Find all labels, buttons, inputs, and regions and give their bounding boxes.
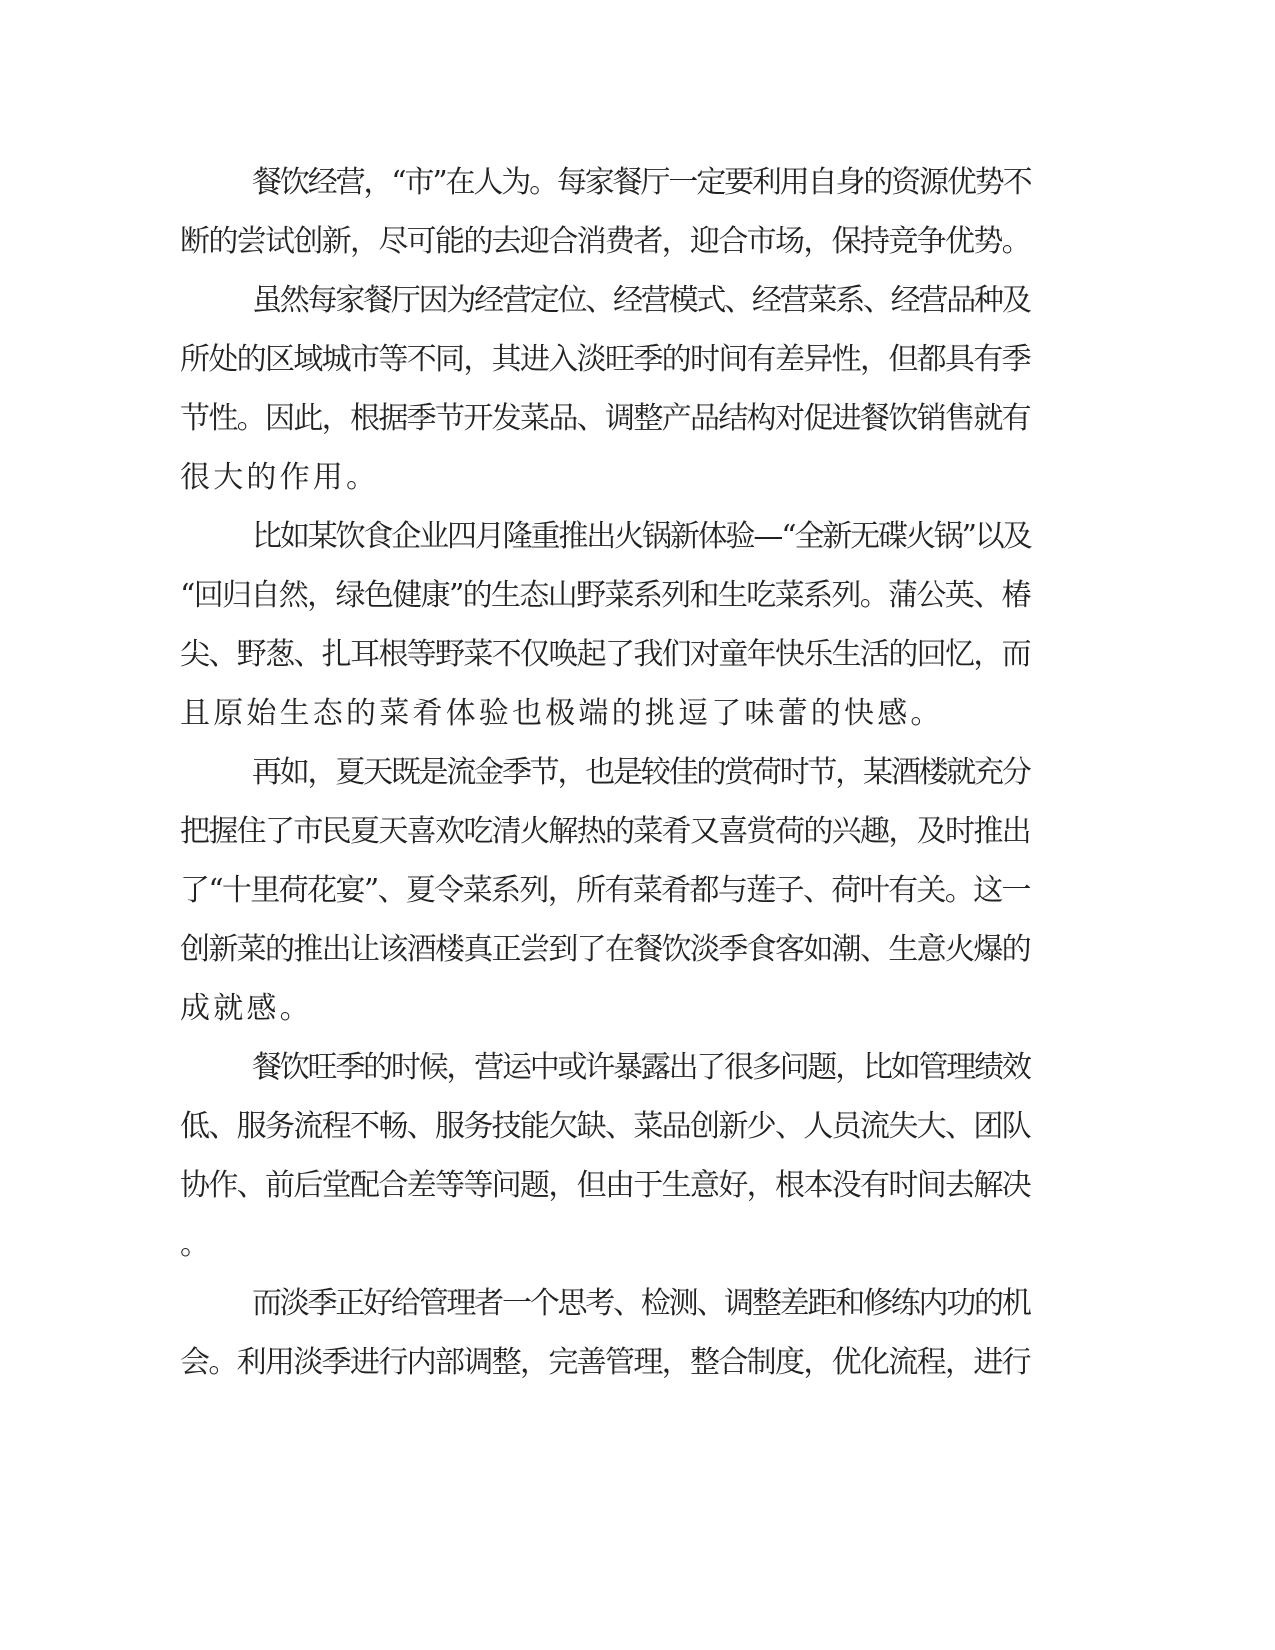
text-line: 且原始生态的菜肴体验也极端的挑逗了味蕾的快感。 (180, 696, 944, 731)
text-line: 协作、前后堂配合差等等问题，但由于生意好，根本没有时间去解决 (180, 1168, 1030, 1203)
text-line: 虽然每家餐厅因为经营定位、经营模式、经营菜系、经营品种及 (252, 283, 1030, 318)
text-line: 断的尝试创新，尽可能的去迎合消费者，迎合市场，保持竞争优势。 (180, 224, 1030, 259)
text-line: 。 (180, 1227, 214, 1262)
text-line: 会。利用淡季进行内部调整，完善管理，整合制度，优化流程，进行 (180, 1345, 1030, 1380)
text-line: 低、服务流程不畅、服务技能欠缺、菜品创新少、人员流失大、团队 (180, 1109, 1030, 1144)
text-line: 餐饮经营，“市”在人为。每家餐厅一定要利用自身的资源优势不 (252, 165, 1031, 200)
text-line: 比如某饮食企业四月隆重推出火锅新体验—“全新无碟火锅”以及 (252, 519, 1031, 554)
text-line: 节性。因此，根据季节开发菜品、调整产品结构对促进餐饮销售就有 (180, 401, 1030, 436)
text-line: 把握住了市民夏天喜欢吃清火解热的菜肴又喜赏荷的兴趣，及时推出 (180, 814, 1030, 849)
text-line: 而淡季正好给管理者一个思考、检测、调整差距和修练内功的机 (252, 1286, 1030, 1321)
text-line: 再如，夏天既是流金季节，也是较佳的赏荷时节，某酒楼就充分 (252, 755, 1030, 790)
text-line: 很大的作用。 (180, 460, 380, 495)
text-line: 餐饮旺季的时候，营运中或许暴露出了很多问题，比如管理绩效 (252, 1050, 1030, 1085)
text-line: 了“十里荷花宴”、夏令菜系列，所有菜肴都与莲子、荷叶有关。这一 (180, 873, 1030, 908)
text-line: 创新菜的推出让该酒楼真正尝到了在餐饮淡季食客如潮、生意火爆的 (180, 932, 1030, 967)
text-line: 成就感。 (180, 991, 313, 1026)
text-line: “回归自然，绿色健康”的生态山野菜系列和生吃菜系列。蒲公英、椿 (180, 578, 1030, 613)
text-line: 所处的区域城市等不同，其进入淡旺季的时间有差异性，但都具有季 (180, 342, 1030, 377)
text-line: 尖、野葱、扎耳根等野菜不仅唤起了我们对童年快乐生活的回忆，而 (180, 637, 1030, 672)
